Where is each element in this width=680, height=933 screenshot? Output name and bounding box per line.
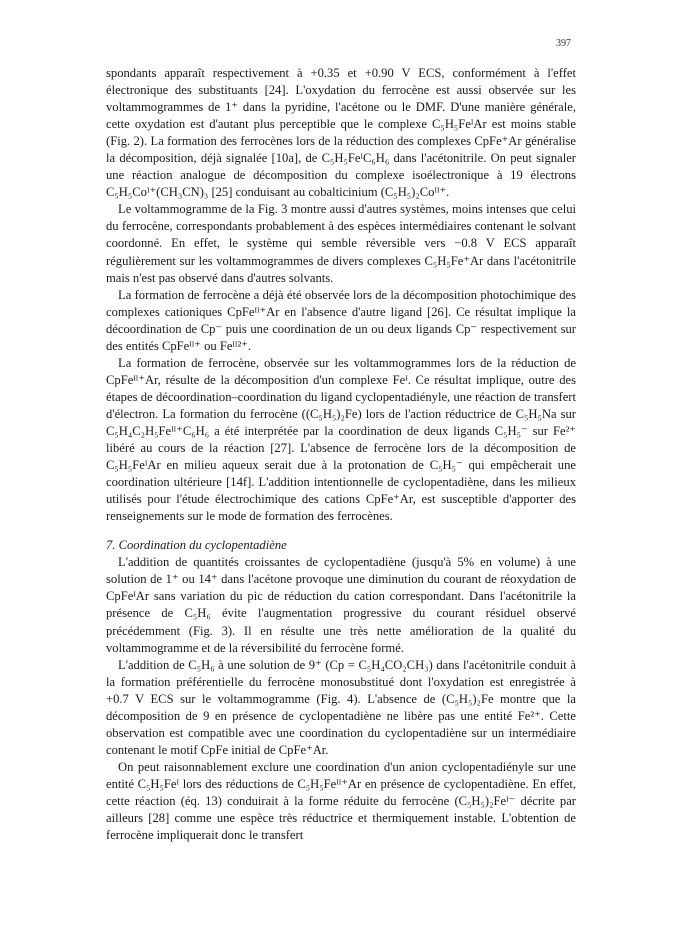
body-text (106, 65, 576, 844)
paragraph: spondants apparaît respectivement à +0.35 et +0.90 V ECS, conformément à l'effet électronique des substituants [24]. L'oxydation du ferrocène est aussi observée sur les voltammogrammes de 1⁺ dans la pyridine, l'acétone ou le DMF. D'une manière générale, cette oxydation est d'autant plus perceptible que le complexe C₅H₅FeᴵAr est moins stable (Fig. 2). La formation des ferrocènes lors de la réduction des complexes CpFe⁺Ar généralise la décomposition, déjà signalée [10a], de C₅H₅FeᴵC₆H₆ dans l'acétonitrile. On peut signaler une réaction analogue de décomposition du complexe isoélectronique à 19 électrons C₅H₅Coᴵ⁺(CH₃CN)₃ [25] conduisant au cobalticinium (C₅H₅)₂Coᴵᴵ⁺. (106, 66, 576, 200)
paragraph: L'addition de quantités croissantes de cyclopentadiène (jusqu'à 5% en volume) à une solution de 1⁺ ou 14⁺ dans l'acétone provoque une diminution du courant de réoxydation de CpFeᴵAr sans variation du pic de réduction du cation correspondant. Dans l'acétonitrile la présence de C₅H₆ évite l'augmentation progressive du courant résiduel observé précédemment (Fig. 3). Il en résulte une très nette amélioration de la qualité du voltammogramme et de la réversibilité du ferrocène formé. (106, 555, 576, 655)
paragraph: Le voltammogramme de la Fig. 3 montre aussi d'autres systèmes, moins intenses que celui du ferrocène, correspondants probablement à des espèces intermédiaires contenant le solvant coordonné. En effet, le système qui semble réversible vers −0.8 V ECS apparaît régulièrement sur les voltammogrammes de divers complexes C₅H₅Fe⁺Ar dans l'acétonitrile mais n'est pas observé dans d'autres solvants. (106, 202, 576, 285)
paragraph: La formation de ferrocène a déjà été observée lors de la décomposition photochimique des complexes cationiques CpFeᴵᴵ⁺Ar en l'absence d'autre ligand [26]. Ce résultat implique la décoordination de Cp⁻ puis une coordination de un ou deux ligands Cp⁻ respectivement sur des entités CpFeᴵᴵ⁺ ou Feᴵᴵ²⁺. (106, 287, 576, 353)
page-number: 397 (556, 38, 571, 49)
paragraph: On peut raisonnablement exclure une coordination d'un anion cyclopentadiényle sur une entité C₅H₅Feᴵ lors des réductions de C₅H₅Feᴵᴵ⁺Ar en présence de cyclopentadiène. En effet, cette réaction (éq. 13) conduirait à la forme réduite du ferrocène (C₅H₅)₂Feᴵ⁻ décrite par ailleurs [28] comme une espèce très réductrice et thermiquement instable. L'obtention de ferrocène impliquerait donc le transfert (106, 759, 576, 843)
paragraph: La formation de ferrocène, observée sur les voltammogrammes lors de la réduction de CpFeᴵᴵ⁺Ar, résulte de la décomposition d'un complexe Feᴵ. Ce résultat implique, outre des étapes de décoordination–coordination du ligand cyclopentadiényle, une réaction de transfert d'électron. La formation du ferrocène ((C₅H₅)₂Fe) lors de l'action réductrice de C₅H₅Na sur C₅H₄C₂H₅Feᴵᴵ⁺C₆H₆ a été interprétée par la coordination de deux ligands C₅H₅⁻ sur Fe²⁺ libéré au cours de la réaction [27]. L'absence de ferrocène lors de la décomposition de C₅H₅FeᴵAr en milieu aqueux serait due à la protonation de C₅H₅⁻ qui empêcherait une coordination ultérieure [14f]. L'addition intentionnelle de cyclopentadiène, dans les milieux utilisés pour l'étude électrochimique des cations CpFe⁺Ar, est susceptible d'apporter des renseignements sur le mode de formation des ferrocènes. (106, 355, 576, 524)
section-heading: 7. Coordination du cyclopentadiène (106, 538, 287, 553)
paragraph: L'addition de C₅H₆ à une solution de 9⁺ (Cp = C₅H₄CO₂CH₃) dans l'acétonitrile conduit à la formation préférentielle du ferrocène monosubstitué dont l'oxydation est enregistrée à +0.7 V ECS sur le voltammogramme (Fig. 4). L'absence de (C₅H₅)₂Fe montre que la décomposition de 9 en présence de cyclopentadiène ne libère pas une entité Fe²⁺. Cette observation est compatible avec une coordination du cyclopentadiène sur un intermédiaire contenant le motif CpFe initial de CpFe⁺Ar. (106, 657, 576, 757)
